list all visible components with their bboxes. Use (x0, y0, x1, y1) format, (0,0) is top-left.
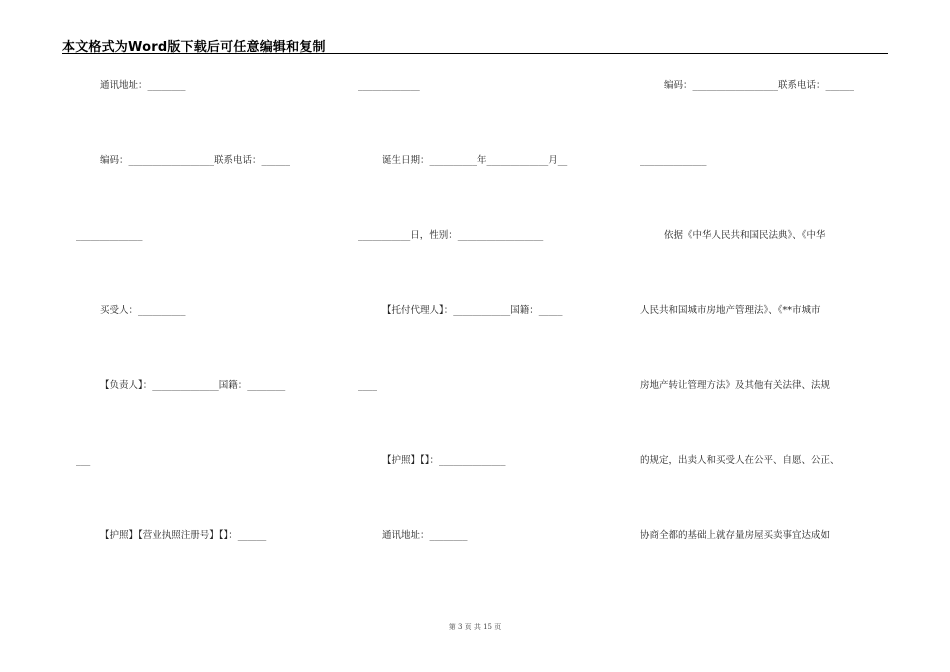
right-line-3: 依据《中华人民共和国民法典》、《中华 (664, 230, 826, 241)
left-line-1: 通讯地址：________ (100, 80, 186, 91)
left-line-5: 【负责人】：______________国籍：________ (100, 380, 286, 391)
right-line-1: 编码：__________________联系电话：______ (664, 80, 855, 91)
left-line-2: 编码：__________________联系电话：______ (100, 155, 291, 166)
left-line-6: ___ (76, 455, 91, 466)
left-line-7: 【护照】【营业执照注册号】【】：______ (100, 530, 267, 541)
middle-line-7: 通讯地址：________ (382, 530, 468, 541)
page-header-title: 本文格式为Word版下载后可任意编辑和复制 (62, 40, 326, 55)
right-line-4: 人民共和国城市房地产管理法》、《**市城市 (640, 305, 821, 316)
right-line-5: 房地产转让管理方法》及其他有关法律、法规 (640, 380, 831, 391)
header-divider (62, 53, 888, 54)
middle-line-2: 诞生日期：__________年_____________月__ (382, 155, 568, 166)
middle-line-6: 【护照】【】：______________ (382, 455, 506, 466)
left-line-4: 买受人：__________ (100, 305, 186, 316)
middle-line-1: _____________ (358, 80, 420, 91)
middle-line-3: ___________日，性别：__________________ (358, 230, 544, 241)
middle-line-5: ____ (358, 380, 377, 391)
page-number-footer: 第 3 页 共 15 页 (448, 623, 502, 631)
middle-line-4: 【托付代理人】：____________国籍：_____ (382, 305, 563, 316)
right-line-6: 的规定，出卖人和买受人在公平、自愿、公正、 (640, 455, 840, 466)
right-line-2: ______________ (640, 155, 707, 166)
left-line-3: ______________ (76, 230, 143, 241)
right-line-7: 协商全都的基础上就存量房屋买卖事宜达成如 (640, 530, 831, 541)
